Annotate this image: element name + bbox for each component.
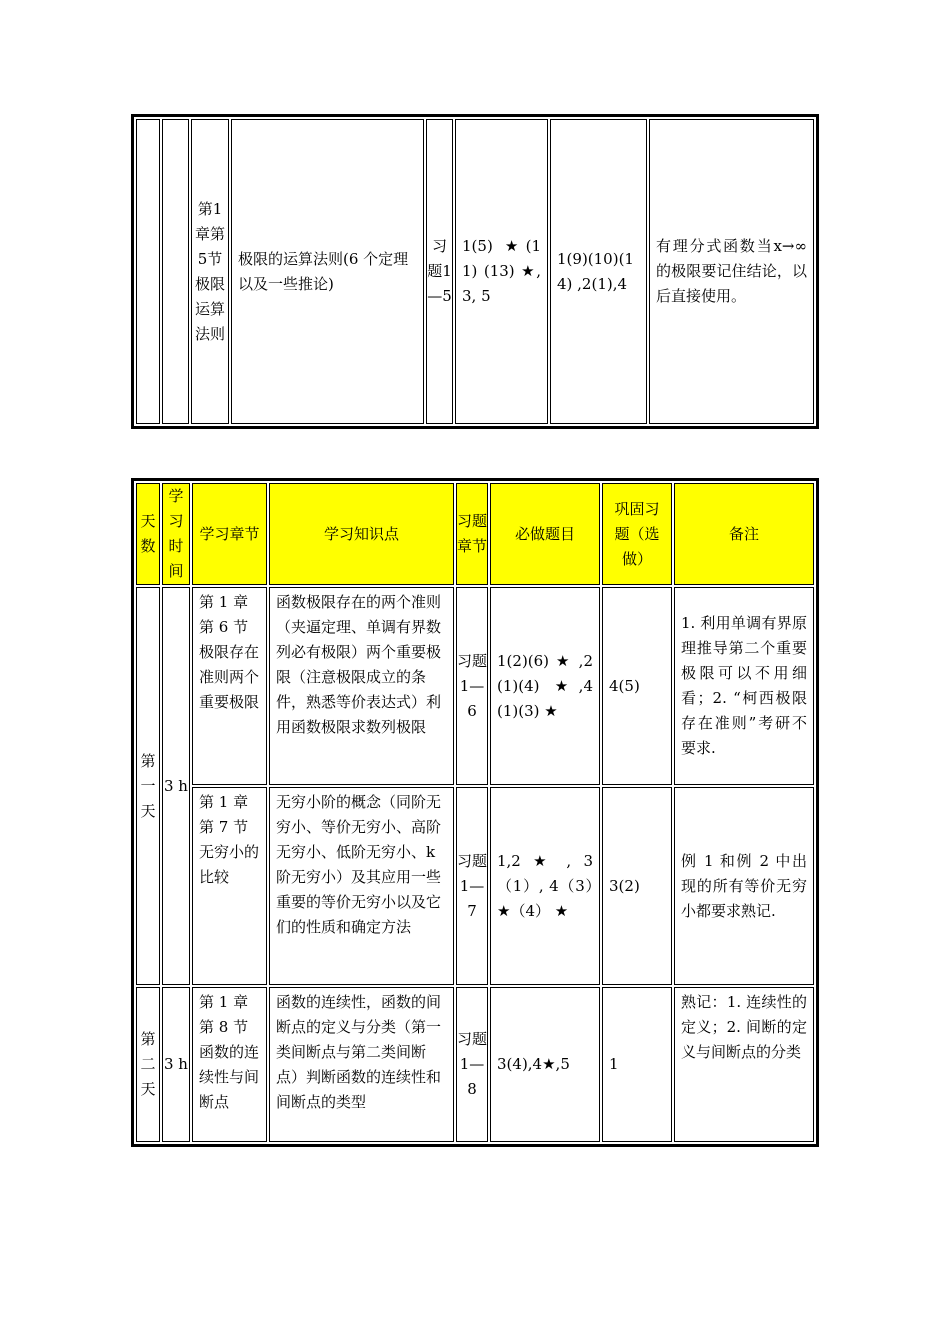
chapter-cell: 第 1 章第 8 节函数的连续性与间断点 (192, 987, 267, 1142)
header-chapter: 学习章节 (192, 483, 267, 585)
optional-cell: 4(5) (602, 587, 672, 785)
header-knowledge: 学习知识点 (269, 483, 454, 585)
table-row (136, 119, 814, 424)
header-remark: 备注 (674, 483, 814, 585)
exercise-cell: 习题1—5 (426, 119, 453, 424)
table-row (136, 587, 814, 785)
required-cell: 1,2 ★ , 3（1）, 4（3）★（4） ★ (490, 787, 600, 985)
header-exercise: 习题章节 (456, 483, 488, 585)
knowledge-cell: 函数极限存在的两个准则（夹逼定理、单调有界数列必有极限）两个重要极限（注意极限成立的条件，熟悉等价表达式）利用函数极限求数列极限 (269, 587, 454, 785)
exercise-cell: 习题1—7 (456, 787, 488, 985)
required-cell: 1(2)(6) ★ ,2(1)(4) ★,4(1)(3) ★ (490, 587, 600, 785)
time-cell: 3 h (162, 587, 190, 985)
optional-cell: 3(2) (602, 787, 672, 985)
day-cell (136, 119, 160, 424)
optional-cell: 1(9)(10)(14) ,2(1),4 (550, 119, 647, 424)
knowledge-cell: 无穷小阶的概念（同阶无穷小、等价无穷小、高阶无穷小、低阶无穷小、k 阶无穷小）及其应用一些重要的等价无穷小以及它们的性质和确定方法 (269, 787, 454, 985)
day-cell: 第二天 (136, 987, 160, 1142)
remark-cell: 例 1 和例 2 中出现的所有等价无穷小都要求熟记. (674, 787, 814, 985)
chapter-cell: 第 1 章第 6 节极限存在准则两个重要极限 (192, 587, 267, 785)
chapter-cell: 第 1 章第 7 节无穷小的比较 (192, 787, 267, 985)
optional-cell: 1 (602, 987, 672, 1142)
required-cell: 3(4),4★,5 (490, 987, 600, 1142)
table-row (136, 987, 814, 1142)
remark-cell: 熟记：1. 连续性的定义；2. 间断的定义与间断点的分类 (674, 987, 814, 1142)
header-row (136, 483, 814, 585)
header-time: 学习时间 (162, 483, 190, 585)
remark-cell: 有理分式函数当x→∞的极限要记住结论，以后直接使用。 (649, 119, 814, 424)
time-cell (162, 119, 189, 424)
knowledge-cell: 函数的连续性，函数的间断点的定义与分类（第一类间断点与第二类间断点）判断函数的连续性和间断点的类型 (269, 987, 454, 1142)
header-required: 必做题目 (490, 483, 600, 585)
exercise-cell: 习题1—8 (456, 987, 488, 1142)
remark-cell: 1. 利用单调有界原理推导第二个重要极限可以不用细看；2. “柯西极限存在准则”考研不要求. (674, 587, 814, 785)
exercise-cell: 习题1—6 (456, 587, 488, 785)
chapter-cell: 第1章第5节极限运算法则 (191, 119, 229, 424)
time-cell: 3 h (162, 987, 190, 1142)
knowledge-cell: 极限的运算法则(6 个定理以及一些推论) (231, 119, 424, 424)
header-day: 天数 (136, 483, 160, 585)
table-row (136, 787, 814, 985)
table-continuation (131, 114, 819, 429)
study-plan-table (131, 478, 819, 1147)
header-optional: 巩固习题（选做） (602, 483, 672, 585)
required-cell: 1(5) ★(11) (13) ★, 3, 5 (455, 119, 548, 424)
day-cell: 第一天 (136, 587, 160, 985)
